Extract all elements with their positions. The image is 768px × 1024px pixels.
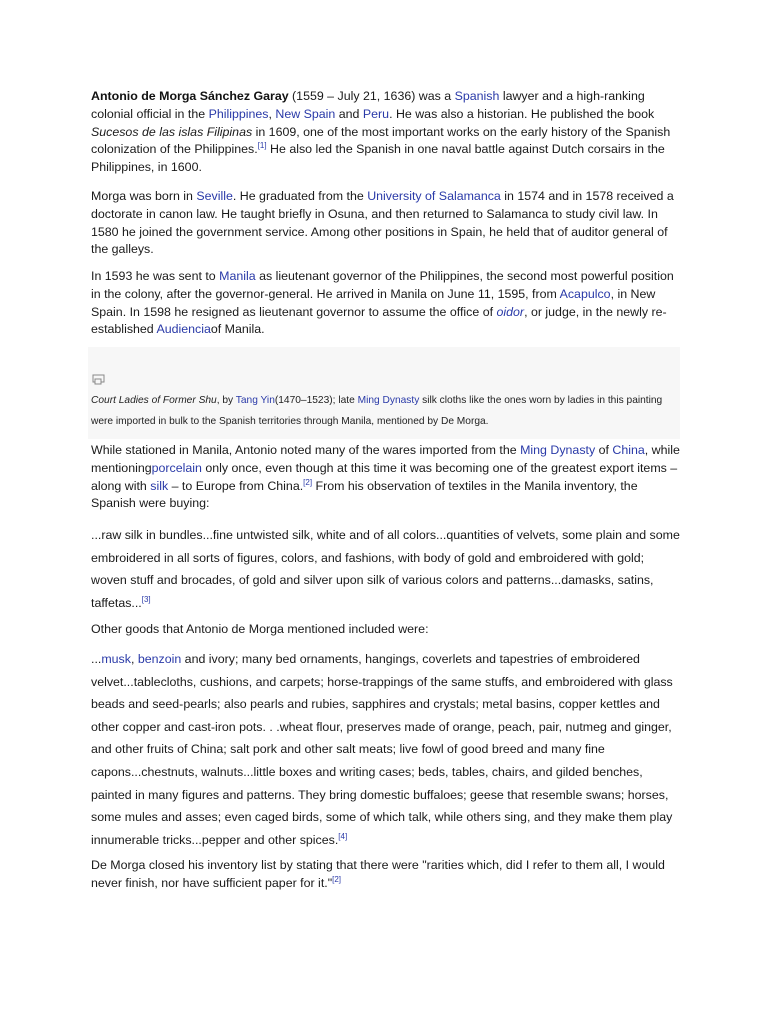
link-china[interactable]: China [612,443,645,457]
reference-link[interactable]: [4] [338,831,348,841]
link-ming-dynasty[interactable]: Ming Dynasty [357,395,420,406]
enlarge-icon[interactable] [92,374,106,386]
image-caption [91,390,671,432]
text: Other goods that Antonio de Morga mentioned included were: [91,622,429,636]
text: , [268,106,276,121]
link-seville[interactable]: Seville [196,189,233,203]
text: He also led the Spanish in one naval battle against Dutch corsairs in the Philippines, in 1600. [91,142,665,175]
text: silk cloths like the ones worn by ladies in this painting were imported in bulk to the Spanish territories through Manila, mentioned by De Morga. [91,395,663,427]
text: Morga was born in [91,189,197,203]
link-new-spain[interactable]: New Spain [275,106,336,121]
text: While stationed in Manila, Antonio noted many of the wares imported from the [91,443,521,457]
text: (1470–1523); late [274,395,358,406]
text: From his observation of textiles in the Manila inventory, the Spanish were buying: [91,478,638,511]
text: ...raw silk in bundles...fine untwisted silk, white and of all colors...quantities of velvets, some plain and some embroidered in all sorts of figures, colors, and fashions, with body of gold and embroidered with gold; woven stuff and brocades, of gold and silver upon silk of various colors and patterns...damasks, satins, taffetas... [91,528,680,610]
text: and ivory; many bed ornaments, hangings, coverlets and tapestries of embroidered velvet...tablecloths, cushions, and carpets; horse-trappings of the same stuffs, and embroidered with glass beads and seed-pearls; also pearls and rubies, sapphires and crystals; metal basins, copper kettles and other copper and cast-iron pots. . .wheat flour, preserves made of orange, peach, pair, nutmeg and ginger, and other fruits of China; salt pork and other salt meats; live fowl of good breed and many fine capons...chestnuts, walnuts...little boxes and writing cases; beds, tables, chairs, and gilded benches, painted in many figures and patterns. They bring domestic buffaloes; geese that resemble swans; horses, some mules and asses; even caged birds, some of which talk, while others sing, and they make them play innumerable tricks...pepper and other spices. [91,652,673,847]
intro-paragraph [91,88,681,177]
text: – to Europe from China. [168,478,304,493]
text: . He graduated from the [232,189,368,203]
text: . He was also a historian. He published the book [389,106,655,121]
text: in 1574 and in 1578 received a doctorate in canon law. He taught briefly in Osuna, and then returned to Salamanca to study civil law. In 1580 he joined the government service. Among other positions in Spain, he held that of auditor general of the galleys. [91,189,674,257]
other-goods-paragraph [91,621,681,639]
reference-link[interactable]: [2] [303,477,313,487]
text: of [595,443,613,457]
link-acapulco[interactable]: Acapulco [559,286,611,301]
text: , [130,652,138,666]
goods-quote [91,648,681,851]
link-university-of-salamanca[interactable]: University of Salamanca [367,189,501,203]
early-life-paragraph [91,188,681,259]
link-peru[interactable]: Peru [362,106,390,121]
text: of Manila. [210,322,265,337]
text: , while mentioning [91,443,680,475]
reference-link[interactable]: [2] [332,874,342,884]
text: in 1609, one of the most important works on the early history of the Spanish colonization of the Philippines. [91,124,671,157]
text: (1559 – July 21, 1636) was a [288,89,455,103]
painting-title: Court Ladies of Former Shu [91,395,217,406]
textiles-quote [91,524,681,614]
text: lawyer and a high-ranking colonial official in the [91,89,645,121]
text: In 1593 he was sent to [91,269,220,283]
link-porcelain[interactable]: porcelain [151,460,202,475]
link-manila[interactable]: Manila [219,269,256,283]
link-spanish[interactable]: Spanish [454,89,500,103]
trade-paragraph [91,442,681,513]
text: as lieutenant governor of the Philippines, the second most powerful position in the colony, after the governor-general. He arrived in Manila on June 11, 1595, from [91,269,674,301]
link-ming-dynasty[interactable]: Ming Dynasty [520,443,596,457]
closing-paragraph [91,857,681,893]
text: only once, even though at this time it was becoming one of the greatest export items – along with [91,460,678,493]
philippines-paragraph [91,268,681,339]
text: , in New Spain. In 1598 he resigned as lieutenant governor to assume the office of [91,286,656,319]
link-audiencia[interactable]: Audiencia [156,322,211,337]
text: De Morga closed his inventory list by stating that there were "rarities which, did I refer to them all, I would never finish, nor have sufficient paper for it." [91,858,665,890]
link-tang-yin[interactable]: Tang Yin [235,395,275,406]
subject-name: Antonio de Morga Sánchez Garay [91,89,289,103]
text: , by [216,395,236,406]
reference-link[interactable]: [1] [257,141,267,151]
text: and [335,106,363,121]
reference-link[interactable]: [3] [141,594,151,604]
link-benzoin[interactable]: benzoin [137,652,182,666]
book-title: Sucesos de las islas Filipinas [91,124,253,139]
text: , or judge, in the newly re-established [91,304,667,337]
link-silk[interactable]: silk [150,478,169,493]
text: ... [91,652,102,666]
link-musk[interactable]: musk [101,652,131,666]
link-philippines[interactable]: Philippines [208,106,269,121]
link-oidor[interactable]: oidor [496,304,525,319]
